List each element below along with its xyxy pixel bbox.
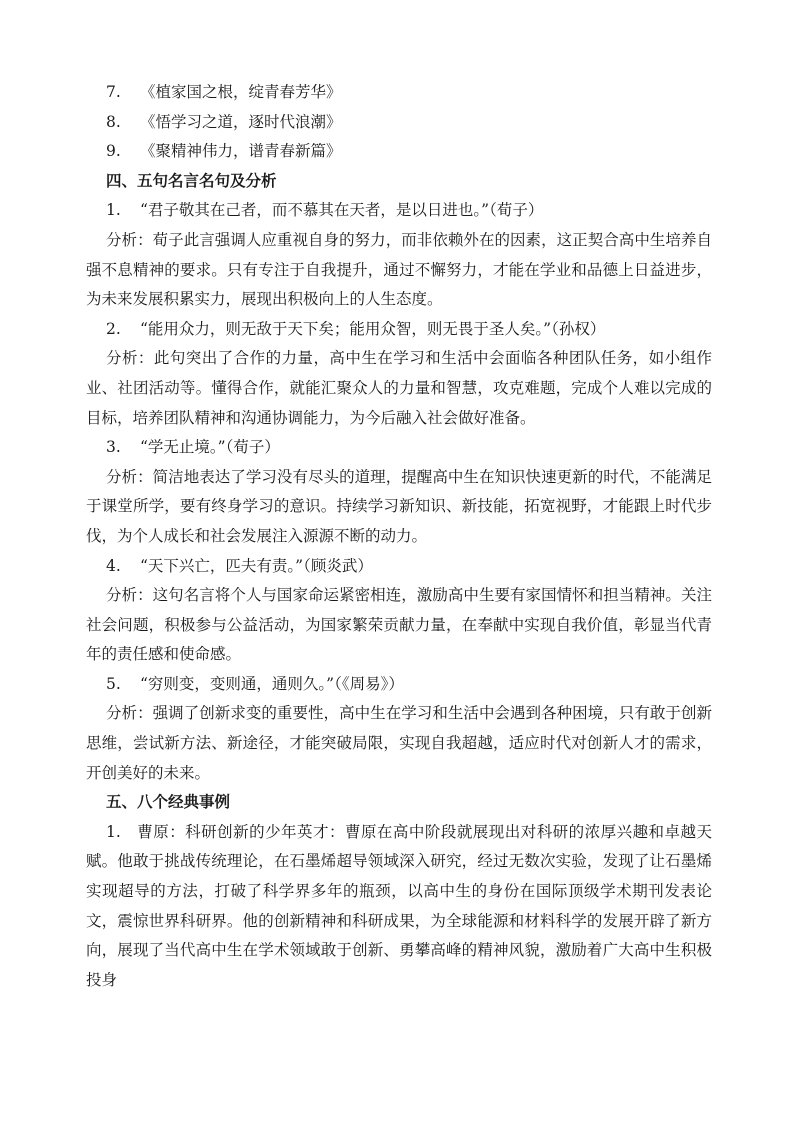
quote-analysis: 分析：这句名言将个人与国家命运紧密相连，激励高中生要有家国情怀和担当精神。关注社会问题，积极参与公益活动，为国家繁荣贡献力量，在奉献中实现自我价值，彰显当代青年的责任感和使命感。	[86, 586, 712, 664]
quote-item	[86, 315, 712, 345]
title-text: 《聚精神伟力，谱青春新篇》	[140, 142, 342, 161]
title-number: 7.	[106, 83, 121, 101]
quote-text: “君子敬其在己者，而不慕其在天者，是以日进也。”（荀子）	[140, 201, 544, 220]
quote-item	[86, 552, 712, 582]
quote-analysis: 分析：强调了创新求变的重要性，高中生在学习和生活中会遇到各种困境，只有敢于创新思维，尝试新方法、新途径，才能突破局限，实现自我超越，适应时代对创新人才的需求，开创美好的未来。	[86, 704, 712, 782]
quote-number: 3.	[106, 438, 121, 457]
title-item	[86, 137, 712, 167]
title-number: 8.	[106, 112, 121, 131]
quote-analysis: 分析：荀子此言强调人应重视自身的努力，而非依赖外在的因素，这正契合高中生培养自强不息精神的要求。只有专注于自我提升，通过不懈努力，才能在学业和品德上日益进步，为未来发展积累实力，展现出积极向上的人生态度。	[86, 230, 712, 309]
quote-analysis: 分析：简洁地表达了学习没有尽头的道理，提醒高中生在知识快速更新的时代，不能满足于课堂所学，要有终身学习的意识。持续学习新知识、新技能，拓宽视野，才能跟上时代步伐，为个人成长和社会发展注入源源不断的动力。	[86, 467, 712, 545]
quote-number: 2.	[106, 319, 121, 338]
quote-text: “天下兴亡，匹夫有责。”（顾炎武）	[140, 556, 373, 575]
title-text: 《悟学习之道，逐时代浪潮》	[140, 112, 342, 131]
quote-item	[86, 670, 712, 700]
quote-text: “学无止境。”（荀子）	[140, 438, 280, 457]
title-number: 9.	[106, 142, 121, 161]
quote-number: 1.	[106, 201, 121, 220]
quote-analysis: 分析：此句突出了合作的力量，高中生在学习和生活中会面临各种团队任务，如小组作业、社团活动等。懂得合作，就能汇聚众人的力量和智慧，攻克难题，完成个人难以完成的目标，培养团队精神和沟通协调能力，为今后融入社会做好准备。	[86, 349, 712, 427]
quote-text: “能用众力，则无敌于天下矣；能用众智，则无畏于圣人矣。”（孙权）	[140, 319, 606, 338]
section-heading-quotes: 四、五句名言名句及分析	[106, 171, 277, 190]
quote-item	[86, 196, 712, 226]
quote-number: 4.	[106, 556, 121, 575]
quote-item	[86, 433, 712, 463]
quote-text: “穷则变，变则通，通则久。”（《周易》）	[140, 674, 404, 693]
case-paragraph: 1. 曹原：科研创新的少年英才：曹原在高中阶段就展现出对科研的浓厚兴趣和卓越天赋。他敢于挑战传统理论，在石墨烯超导领域深入研究，经过无数次实验，发现了让石墨烯实现超导的方法，打破了科学界多年的瓶颈，以高中生的身份在国际顶级学术期刊发表论文，震惊世界科研界。他的创新精神和科研成果，为全球能源和材料科学的发展开辟了新方向，展现了当代高中生在学术领域敢于创新、勇攀高峰的精神风貌，激励着广大高中生积极投身	[86, 822, 712, 989]
document-page	[86, 78, 712, 995]
quote-number: 5.	[106, 674, 121, 693]
title-item	[86, 108, 712, 138]
title-text: 《植家国之根，绽青春芳华》	[140, 83, 342, 101]
title-item	[86, 78, 712, 108]
section-heading-cases: 五、八个经典事例	[106, 793, 231, 812]
